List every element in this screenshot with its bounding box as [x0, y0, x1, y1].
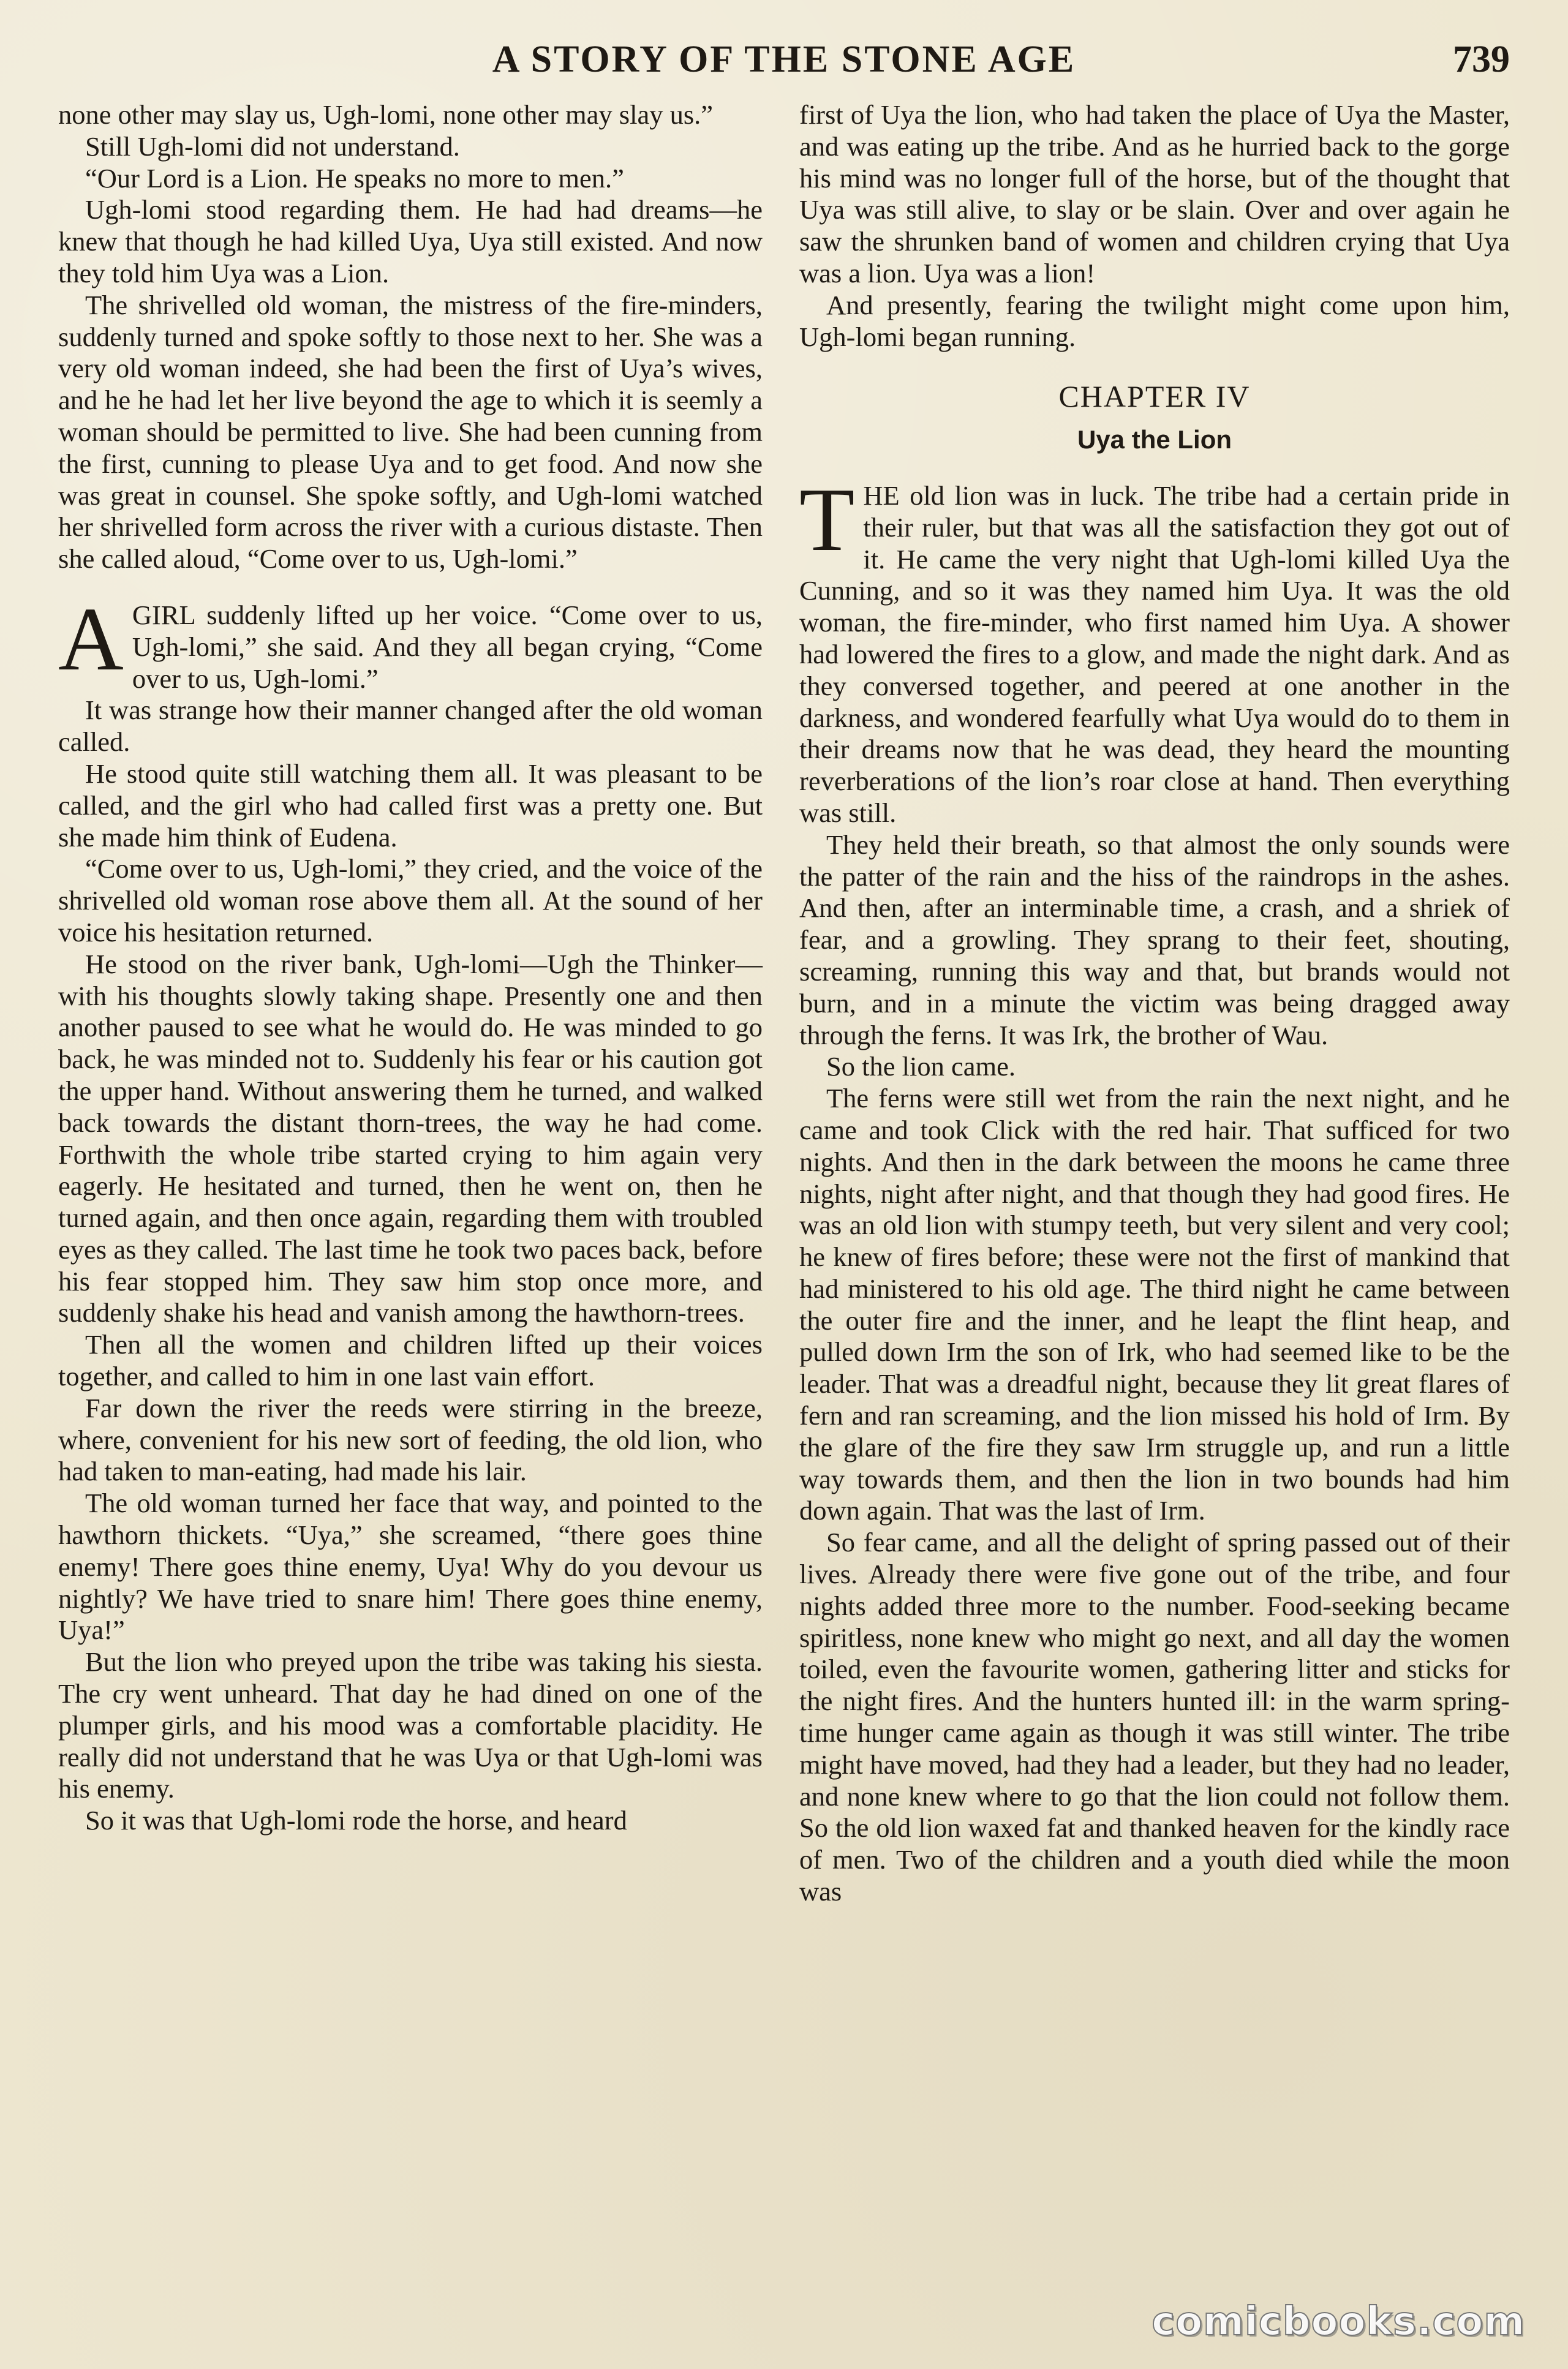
paragraph: Ugh-lomi stood regarding them. He had had dreams—he knew that though he had killed Uya, Uya still existed. And now they told him Uya was a Lion.: [58, 194, 763, 288]
paragraph: So the lion came.: [826, 1051, 1016, 1082]
paragraph: And presently, fearing the twilight might come upon him, Ugh-lomi began running.: [799, 289, 1510, 352]
running-head: A STORY OF THE STONE AGE: [492, 39, 1076, 80]
paragraph: Still Ugh-lomi did not understand.: [85, 130, 460, 162]
dropcap-paragraph: [58, 589, 763, 695]
paragraph: “Come over to us, Ugh-lomi,” they cried, and the voice of the shrivelled old woman rose above them all. At the sound of her voice his hesitation returned.: [58, 853, 763, 947]
paragraph: first of Uya the lion, who had taken the place of Uya the Master, and was eating up the tribe. And as he hurried back to the gorge his mind was no longer full of the horse, but of the thought that Uya was still alive, to slay or be slain. Over and over again he saw the shrunken band of women and children crying that Uya was a lion. Uya was a lion!: [799, 99, 1510, 288]
page-number: 739: [1453, 39, 1510, 80]
paragraph: The old woman turned her face that way, and pointed to the hawthorn thickets. “Uya,” she screamed, “there goes thine enemy! There goes thine enemy, Uya! Why do you devour us nightly? We have tried to snare him! There goes thine enemy, Uya!”: [58, 1488, 763, 1646]
dropcap-paragraph: [799, 469, 1510, 829]
dropcap-letter: A: [58, 589, 124, 690]
paragraph: They held their breath, so that almost the only sounds were the patter of the rain and the hiss of the raindrops in the ashes. And then, after an interminable time, a crash, and a shriek of fear, and a growling. They sprang to their feet, shouting, screaming, running this way and that, but brands would not burn, and in a minute the victim was being dragged away through the ferns. It was Irk, the brother of Wau.: [799, 829, 1510, 1050]
paragraph: It was strange how their manner changed after the old woman called.: [58, 695, 763, 758]
paragraph: He stood on the river bank, Ugh-lomi—Ugh the Thinker—with his thoughts slowly taking shape. Presently one and then another paused to see what he would do. He was minded to go back, he was minded not to. Suddenly his fear or his caution got the upper hand. Without answering them he turned, and walked back towards the distant thorn-trees, the way he had come. Forthwith the whole tribe started crying to him again very eagerly. He hesitated and turned, then he went on, then he turned again, and then once again, regarding them with troubled eyes as they called. The last time he took two paces back, before his fear stopped him. They saw him stop once more, and suddenly shake his head and vanish among the hawthorn-trees.: [58, 948, 763, 1328]
left-column: [58, 99, 763, 1837]
paragraph: So fear came, and all the delight of spring passed out of their lives. Already there were five gone out of the tribe, and four nights added three more to the number. Food-seeking became spiritless, none knew who might go next, and all day the women toiled, even the favourite women, gathering litter and sticks for the night fires. And the hunters hunted ill: in the warm spring-time hunger came again as though it was still winter. The tribe might have moved, had they had a leader, but they had no leader, and none knew where to go that the lion could not follow them. So the old lion waxed fat and thanked heaven for the kindly race of men. Two of the children and a youth died while the moon was: [799, 1527, 1510, 1907]
paragraph: Far down the river the reeds were stirring in the breeze, where, convenient for his new sort of feeding, the old lion, who had taken to man-eating, had made his lair.: [58, 1392, 763, 1487]
page-header: [58, 38, 1510, 93]
paragraph: He stood quite still watching them all. It was pleasant to be called, and the girl who had called first was a pretty one. But she made him think of Eudena.: [58, 758, 763, 853]
paragraph-text: HE old lion was in luck. The tribe had a certain pride in their ruler, but that was all the satisfaction they got out of it. He came the very night that Ugh-lomi killed Uya the Cunning, and so it was they named him Uya. It was the old woman, the fire-minder, who first named him Uya. A shower had lowered the fires to a glow, and made the night dark. And as they conversed together, and peered at one another in the darkness, and wondered fearfully what Uya would do to them in their dreams now that he was dead, they heard the mounting reverberations of the lion’s roar close at hand. Then everything was still.: [799, 480, 1510, 828]
paragraph: “Our Lord is a Lion. He speaks no more to men.”: [85, 162, 624, 194]
paragraph: So it was that Ugh-lomi rode the horse, and heard: [85, 1805, 627, 1836]
chapter-subtitle: Uya the Lion: [1077, 425, 1232, 454]
paragraph: The ferns were still wet from the rain the next night, and he came and took Click with the red hair. That sufficed for two nights. And then in the dark between the moons he came three nights, night after night, and that though they had good fires. He was an old lion with stumpy teeth, but very silent and very cool; he knew of fires before; these were not the first of mankind that had ministered to his old age. The third night he came between the outer fire and the inner, and he leapt the flint heap, and pulled down Irm the son of Irk, who had seemed like to be the leader. That was a dreadful night, because they lit great flares of fern and ran screaming, and the lion missed his hold of Irm. By the glare of the fire they saw Irm struggle up, and run a little way towards them, and then the lion in two bounds had him down again. That was the last of Irm.: [799, 1083, 1510, 1526]
chapter-title: CHAPTER IV: [1058, 379, 1251, 414]
paragraph: none other may slay us, Ugh-lomi, none other may slay us.”: [58, 99, 714, 130]
paragraph: But the lion who preyed upon the tribe was taking his siesta. The cry went unheard. That day he had dined on one of the plumper girls, and his mood was a comfortable placidity. He really did not understand that he was Uya or that Ugh-lomi was his enemy.: [58, 1646, 763, 1804]
paragraph-text: GIRL suddenly lifted up her voice. “Come over to us, Ugh-lomi,” she said. And they all began crying, “Come over to us, Ugh-lomi.”: [132, 599, 763, 694]
watermark: comicbooks.com: [1152, 2299, 1525, 2345]
right-column: [799, 99, 1510, 1908]
dropcap-letter: T: [799, 469, 855, 570]
paragraph: The shrivelled old woman, the mistress of the fire-minders, suddenly turned and spoke softly to those next to her. She was a very old woman indeed, she had been the first of Uya’s wives, and he he had let her live beyond the age to which it is seemly a woman should be permitted to live. She had been cunning from the first, cunning to please Uya and to get food. And now she was great in counsel. She spoke softly, and Ugh-lomi watched her shrivelled form across the river with a curious distaste. Then she called aloud, “Come over to us, Ugh-lomi.”: [58, 289, 763, 574]
paragraph: Then all the women and children lifted up their voices together, and called to him in one last vain effort.: [58, 1329, 763, 1392]
